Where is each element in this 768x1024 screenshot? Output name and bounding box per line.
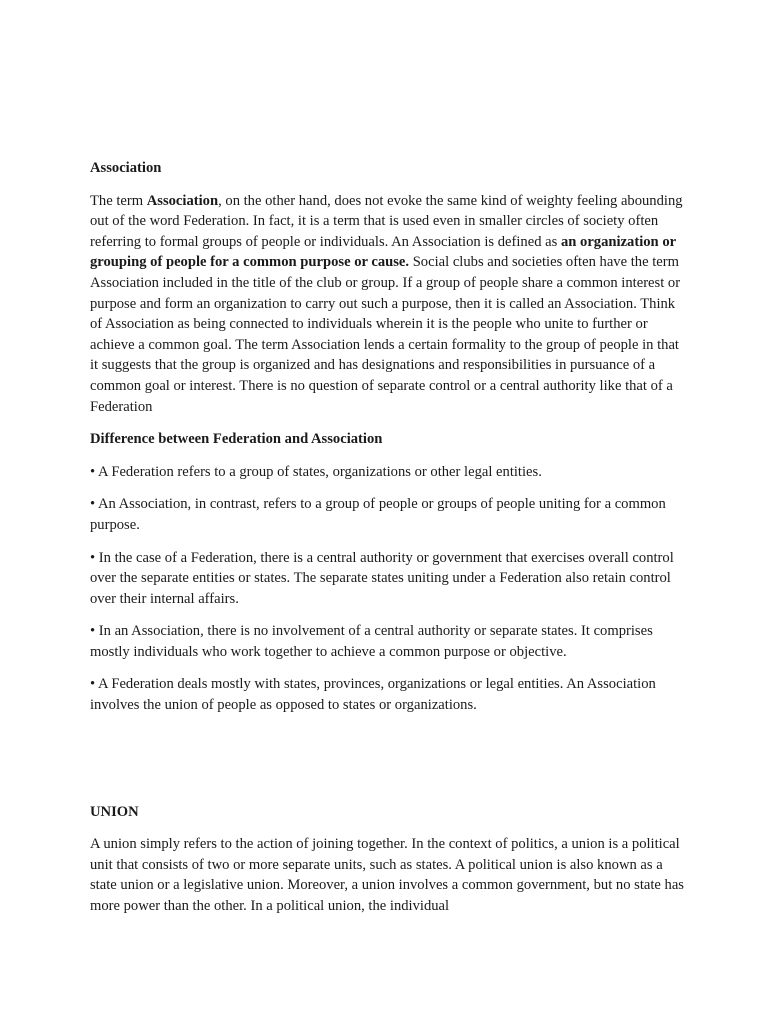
association-heading: Association	[90, 160, 162, 176]
union-heading: UNION	[90, 803, 139, 820]
union-paragraph: A union simply refers to the action of joining together. In the context of politics, a union is a political unit that consists of two or more separate units, such as states. A political union is also known as a state union or a legislative union. Moreover, a union involves a common government, but no state has more power than the other. In a political union, the individual	[90, 836, 684, 915]
difference-bullet-5: • A Federation deals mostly with states, provinces, organizations or legal entities. An Association involves the union of people as opposed to states or organizations.	[90, 676, 656, 714]
difference-bullet-3: • In the case of a Federation, there is a central authority or government that exercises overall control over the separate entities or states. The separate states uniting under a Federation also retain control over their internal affairs.	[90, 549, 674, 607]
association-text-2: , on the other hand, does not evoke the same kind of weighty feeling abounding out of the word Federation. In fact, it is a term that is used even in smaller circles of society often referring to formal groups of people or individuals. An Association is defined as	[90, 192, 683, 250]
section-spacer	[90, 728, 690, 802]
difference-bullet-1: • A Federation refers to a group of states, organizations or other legal entities.	[90, 463, 542, 480]
difference-heading: Difference between Federation and Association	[90, 431, 383, 448]
document-page	[90, 158, 690, 929]
association-paragraph	[90, 191, 690, 418]
association-text-3: Social clubs and societies often have the term Association included in the title of the club or group. If a group of people share a common interest or purpose and form an organization to carry out such a purpose, then it is called an Association. Think of Association as being connected to individuals wherein it is the people who unite to further or achieve a common goal. The term Association lends a certain formality to the group of people in that it suggests that the group is organized and has designations and responsibilities in pursuance of a common goal or interest. There is no question of separate control or a central authority like that of a Federation	[90, 254, 681, 415]
association-bold-definition: an organization or grouping of people for a common purpose or cause.	[90, 233, 676, 271]
association-text-1: The term	[90, 192, 147, 209]
association-bold-term: Association	[146, 192, 219, 209]
difference-bullet-2: • An Association, in contrast, refers to a group of people or groups of people uniting for a common purpose.	[90, 496, 666, 533]
difference-bullet-4: • In an Association, there is no involvement of a central authority or separate states. It comprises mostly individuals who work together to achieve a common purpose or objective.	[90, 623, 653, 660]
